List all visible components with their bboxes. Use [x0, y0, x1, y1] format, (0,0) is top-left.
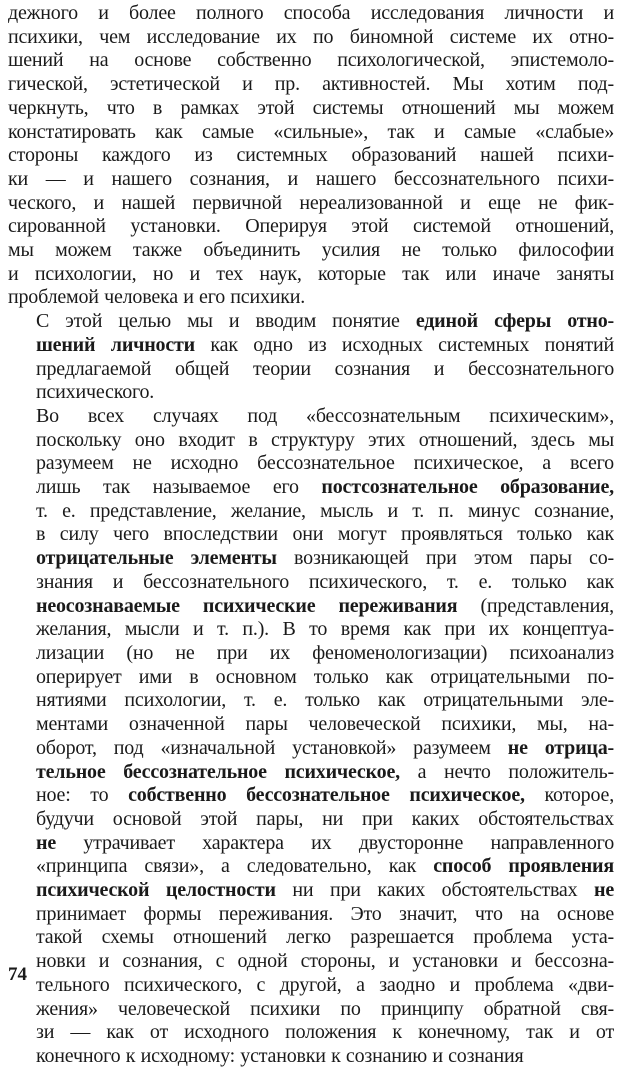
text-line: [8, 808, 614, 832]
text-line: [8, 310, 614, 334]
paragraph: [8, 2, 614, 310]
text-line: [8, 476, 614, 500]
text-segment: стороны каждого из системных образований нашей психи-: [8, 144, 614, 167]
page-number: 74: [8, 964, 27, 985]
text-line: [8, 926, 614, 950]
text-segment: конечного к исходному: установки к сознанию и сознания: [36, 1044, 524, 1067]
text-line: [8, 334, 614, 358]
text-segment: новки и сознания, с одной стороны, и установки и бессозна-: [36, 950, 614, 973]
text-line: [8, 642, 614, 666]
bold-term: тельное бессознательное психическое,: [36, 760, 400, 783]
text-segment: ментами означенной пары человеческой психики, мы, на-: [36, 713, 614, 736]
text-segment: т. е. представление, желание, мысль и т. п. минус сознание,: [36, 499, 614, 522]
paragraph: [8, 405, 614, 1069]
text-line: [8, 73, 614, 97]
text-line: [8, 49, 614, 73]
text-segment: психики, чем исследование их по биномной системе их отно-: [8, 25, 614, 48]
text-segment: будучи основой этой пары, ни при каких обстоятельствах: [36, 807, 614, 830]
text-segment: гической, эстетической и пр. активностей. Мы хотим под-: [8, 73, 614, 96]
text-line: [8, 666, 614, 690]
text-segment: в силу чего впоследствии они могут проявляться только как: [36, 523, 614, 546]
text-segment: оперирует ими в основном только как отрицательными по-: [36, 665, 614, 688]
text-segment: дежного и более полного способа исследования личности и: [8, 2, 614, 24]
text-line: [8, 500, 614, 524]
text-line: [8, 144, 614, 168]
text-segment: жения» человеческой психики по принципу обратной свя-: [36, 997, 614, 1020]
bold-term: постсознательное образование,: [321, 476, 614, 499]
text-segment: «принципа связи», а следовательно, как: [36, 855, 434, 878]
text-line: [8, 950, 614, 974]
text-line: [8, 358, 614, 382]
text-segment: желания, мысли и т. п.). В то время как при их концептуа-: [36, 618, 614, 641]
text-segment: констатировать как самые «сильные», так и самые «слабые»: [8, 120, 614, 143]
text-segment: как одно из исходных системных понятий: [194, 333, 614, 356]
text-line: [8, 405, 614, 429]
text-line: [8, 263, 614, 287]
book-page: [8, 2, 614, 1069]
text-line: [8, 286, 614, 310]
text-line: [8, 903, 614, 927]
text-line: [8, 832, 614, 856]
paragraph: [8, 310, 614, 405]
text-segment: ки — и нашего сознания, и нашего бессознательного психи-: [8, 167, 614, 190]
text-segment: зи — как от исходного положения к конечному, так и от: [36, 1021, 614, 1044]
text-segment: утрачивает характера их двусторонне направленного: [56, 831, 614, 854]
text-line: [8, 618, 614, 642]
text-line: [8, 547, 614, 571]
text-segment: оборот, под «изначальной установкой» разумеем: [36, 736, 508, 759]
text-segment: поскольку оно входит в структуру этих отношений, здесь мы: [36, 428, 614, 451]
text-segment: разумеем не исходно бессознательное психическое, а всего: [36, 452, 614, 475]
text-segment: лизации (но не при их феноменологизации) психоанализ: [36, 641, 614, 664]
text-segment: черкнуть, что в рамках этой системы отношений мы можем: [8, 96, 614, 119]
text-line: [8, 239, 614, 263]
text-segment: ческого, и нашей первичной нереализованной и еще не фик-: [8, 191, 614, 214]
text-line: [8, 97, 614, 121]
text-segment: нятиями психологии, т. е. только как отрицательными эле-: [36, 689, 614, 712]
text-segment: психического.: [36, 381, 155, 404]
text-line: [8, 737, 614, 761]
bold-term: не: [594, 879, 614, 902]
text-segment: тельного психического, с другой, а заодно и проблема «дви-: [36, 973, 614, 996]
text-line: [8, 429, 614, 453]
text-line: [8, 689, 614, 713]
text-segment: сированной установки. Оперируя этой системой отношений,: [8, 215, 614, 238]
text-segment: которое,: [524, 784, 614, 807]
text-line: [8, 192, 614, 216]
text-line: [8, 215, 614, 239]
text-line: [8, 168, 614, 192]
text-segment: ное: то: [36, 784, 129, 807]
text-segment: лишь так называемое его: [36, 476, 322, 499]
text-segment: знания и бессознательного психического, т. е. только как: [36, 570, 614, 593]
text-segment: шений на основе собственно психологической, эпистемоло-: [8, 49, 614, 72]
text-line: [8, 974, 614, 998]
bold-term: способ проявления: [433, 855, 614, 878]
text-segment: возникающей при этом пары со-: [276, 547, 614, 570]
bold-term: отрицательные элементы: [36, 547, 277, 570]
text-segment: ни при каких обстоятельствах: [275, 879, 594, 902]
text-segment: а нечто положитель-: [399, 760, 614, 783]
text-line: [8, 381, 614, 405]
text-line: [8, 121, 614, 145]
bold-term: шений личности: [36, 333, 195, 356]
text-line: [8, 1045, 614, 1069]
text-segment: Во всех случаях под «бессознательным психическим»,: [36, 404, 614, 427]
text-line: [8, 1021, 614, 1045]
text-line: [8, 571, 614, 595]
text-segment: мы можем также объединить усилия не только философии: [8, 239, 614, 262]
text-line: [8, 2, 614, 26]
text-segment: принимает формы переживания. Это значит, что на основе: [36, 902, 614, 925]
text-line: [8, 998, 614, 1022]
text-line: [8, 855, 614, 879]
bold-term: не отрица-: [507, 736, 614, 759]
text-line: [8, 452, 614, 476]
bold-term: не: [36, 831, 57, 854]
text-line: [8, 523, 614, 547]
text-line: [8, 879, 614, 903]
text-line: [8, 784, 614, 808]
text-segment: (представления,: [457, 594, 614, 617]
text-segment: предлагаемой общей теории сознания и бессознательного: [36, 357, 614, 380]
text-segment: С этой целью мы и вводим понятие: [36, 310, 416, 333]
bold-term: психической целостности: [36, 879, 276, 902]
text-line: [8, 595, 614, 619]
bold-term: собственно бессознательное психическое,: [128, 784, 525, 807]
text-line: [8, 761, 614, 785]
text-segment: и психологии, но и тех наук, которые так или иначе заняты: [8, 262, 614, 285]
text-segment: проблемой человека и его психики.: [8, 286, 306, 309]
text-line: [8, 713, 614, 737]
bold-term: неосознаваемые психические переживания: [36, 594, 458, 617]
text-segment: такой схемы отношений легко разрешается проблема уста-: [36, 926, 614, 949]
text-line: [8, 26, 614, 50]
bold-term: единой сферы отно-: [415, 310, 614, 333]
